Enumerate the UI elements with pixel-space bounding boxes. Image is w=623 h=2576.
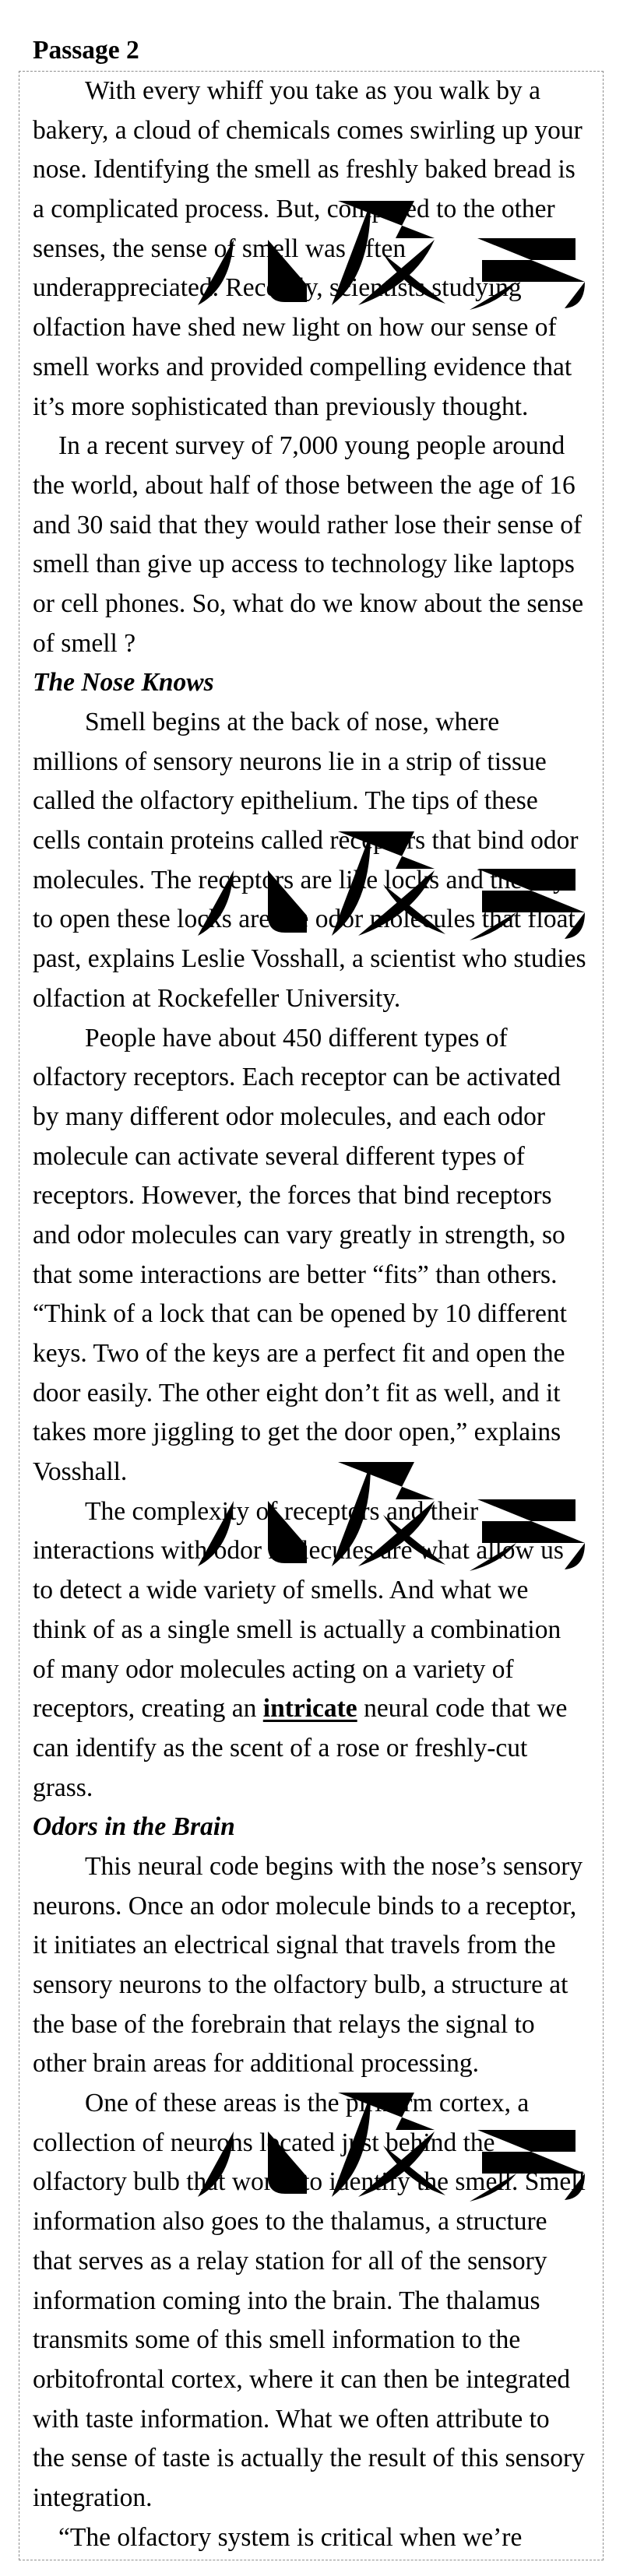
text-line: think of as a single smell is actually a combination (33, 1615, 561, 1644)
text-line: that serves as a relay station for all of the sensory (33, 2246, 547, 2276)
text-line: molecules. The receptors are like locks and the keys (33, 865, 576, 894)
text-line: smell than give up access to technology like laptops (33, 550, 575, 579)
text-line: it’s more sophisticated than previously thought. (33, 392, 529, 421)
text-line: millions of sensory neurons lie in a strip of tissue (33, 747, 547, 776)
text-line: One of these areas is the piriform cortex, a (85, 2089, 530, 2118)
text-line: with taste information. What we often attribute to (33, 2404, 550, 2434)
text-line: the sense of taste is actually the result of this sensory (33, 2444, 585, 2473)
text-line: by many different odor molecules, and each odor (33, 1102, 545, 1131)
passage-box (19, 71, 604, 2560)
section-heading: Odors in the Brain (33, 1812, 235, 1842)
text-line: The complexity of receptors and their (85, 1496, 479, 1526)
vocabulary-keyword: intricate (262, 1694, 357, 1724)
paragraph (33, 427, 603, 663)
text-line: that some interactions are better “fits” than others. (33, 1260, 558, 1289)
text-line: and odor molecules can vary greatly in strength, so (33, 1220, 565, 1249)
text-line: olfaction at Rockefeller University. (33, 983, 401, 1013)
text-line: past, explains Leslie Vosshall, a scientist who studies (33, 944, 586, 974)
text-line: integration. (33, 2483, 153, 2512)
text-line: the base of the forebrain that relays the signal to (33, 2009, 535, 2039)
text-line: takes more jiggling to get the door open,” explains (33, 1418, 561, 1447)
text-line: In a recent survey of 7,000 young people around (58, 431, 565, 461)
text-line: cells contain proteins called receptors that bind odor (33, 826, 579, 856)
text-line: door easily. The other eight don’t fit as well, and it (33, 1378, 561, 1407)
text-line: orbitofrontal cortex, where it can then be integrated (33, 2364, 571, 2394)
paragraph (33, 1492, 603, 1808)
text-line: Smell begins at the back of nose, where (85, 708, 500, 736)
text-line (33, 1689, 603, 1729)
text-line: or cell phones. So, what do we know about the sense (33, 589, 584, 618)
text-line: With every whiff you take as you walk by a (85, 76, 541, 105)
passage-title: Passage 2 (33, 36, 139, 65)
text-line: to detect a wide variety of smells. And what we (33, 1576, 529, 1605)
paragraph (33, 1847, 603, 2084)
paragraph (33, 2518, 603, 2558)
text-line: of many odor molecules acting on a variety of (33, 1654, 514, 1684)
text-line: olfactory receptors. Each receptor can be activated (33, 1063, 561, 1092)
text-line: keys. Two of the keys are a perfect fit and open the (33, 1339, 565, 1368)
text-line: called the olfactory epithelium. The tips of these (33, 786, 538, 816)
text-line: senses, the sense of smell was often (33, 234, 407, 263)
text-line: interactions with odor molecules are what allow us (33, 1536, 564, 1566)
text-line: smell works and provided compelling evidence that (33, 352, 572, 381)
text-line: collection of neurons located just behind the (33, 2128, 495, 2157)
text-line: other brain areas for additional processing. (33, 2049, 480, 2079)
text-line: People have about 450 different types of (85, 1023, 508, 1053)
text-line: Vosshall. (33, 1457, 128, 1487)
text-line: receptors. However, the forces that bind receptors (33, 1181, 552, 1211)
section-heading: The Nose Knows (33, 668, 214, 698)
paragraph (33, 2084, 603, 2518)
text-segment: receptors, creating an (33, 1694, 263, 1724)
text-line: information also goes to the thalamus, a structure (33, 2207, 547, 2237)
text-line: olfactory bulb that works to identify the smell. Smell (33, 2167, 586, 2197)
text-segment: neural code that we (357, 1694, 568, 1724)
text-line: of smell ? (33, 628, 136, 658)
text-line: and 30 said that they would rather lose their sense of (33, 510, 583, 539)
text-line: “Think of a lock that can be opened by 10 different (33, 1299, 567, 1329)
paragraph (33, 703, 603, 1019)
text-line: grass. (33, 1773, 93, 1802)
text-line: bakery, a cloud of chemicals comes swirling up your (33, 115, 583, 145)
text-line: underappreciated. Recently, scientists studying (33, 273, 522, 303)
paragraph (33, 72, 603, 427)
text-line: “The olfactory system is critical when we’re (58, 2522, 523, 2552)
text-line: information coming into the brain. The thalamus (33, 2286, 540, 2315)
text-line: transmits some of this smell information to the (33, 2325, 521, 2355)
text-line: This neural code begins with the nose’s sensory (85, 1851, 583, 1881)
text-line: a complicated process. But, compared to the other (33, 195, 555, 224)
text-line: to open these locks are the odor molecules that float (33, 905, 575, 934)
text-line: the world, about half of those between the age of 16 (33, 470, 575, 500)
text-line: it initiates an electrical signal that travels from the (33, 1931, 556, 1960)
paragraph (33, 1019, 603, 1492)
text-line: can identify as the scent of a rose or freshly-cut (33, 1733, 528, 1762)
text-line: olfaction have shed new light on how our sense of (33, 313, 557, 343)
text-line: molecule can activate several different types of (33, 1141, 525, 1171)
text-line: neurons. Once an odor molecule binds to a receptor, (33, 1891, 577, 1921)
text-line: nose. Identifying the smell as freshly baked bread is (33, 155, 575, 185)
text-line: sensory neurons to the olfactory bulb, a structure at (33, 1970, 568, 1999)
